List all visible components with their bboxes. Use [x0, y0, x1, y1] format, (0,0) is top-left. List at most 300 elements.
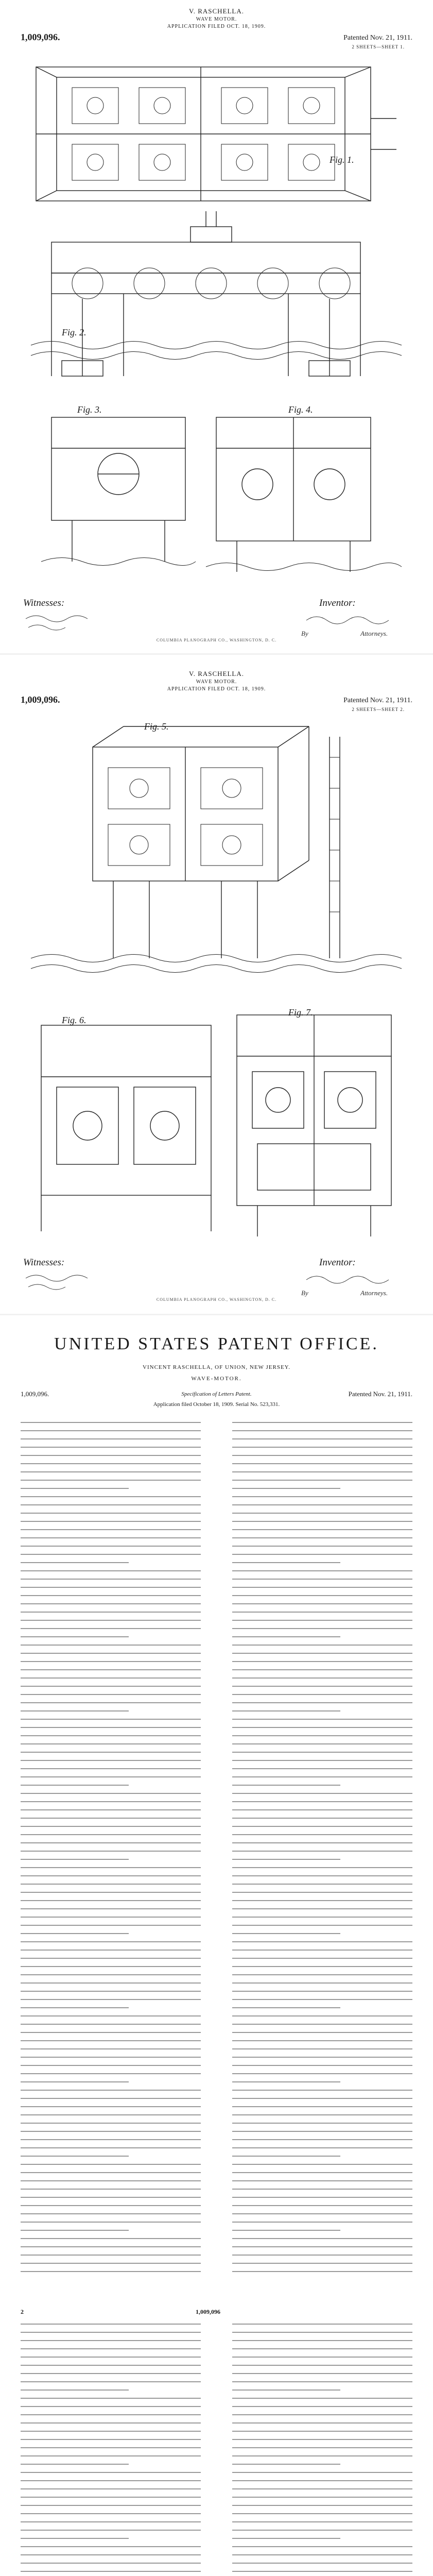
- text-line-placeholder: [21, 2222, 201, 2223]
- text-line-placeholder: [232, 1974, 412, 1975]
- text-line-placeholder: [232, 1859, 340, 1860]
- text-line-placeholder: [21, 1735, 201, 1736]
- fig-5-label: Fig. 5.: [144, 721, 169, 732]
- text-line-placeholder: [21, 1710, 129, 1711]
- text-line-placeholder: [21, 1842, 201, 1843]
- text-line-placeholder: [232, 2563, 412, 2564]
- text-line-placeholder: [232, 2230, 340, 2231]
- text-line-placeholder: [232, 1950, 412, 1951]
- text-line-placeholder: [21, 1900, 201, 1901]
- text-line-placeholder: [21, 2505, 201, 2506]
- text-line-placeholder: [21, 1743, 201, 1744]
- text-line-placeholder: [232, 2090, 412, 2091]
- text-line-placeholder: [21, 1875, 201, 1876]
- text-line-placeholder: [21, 1719, 201, 1720]
- text-line-placeholder: [21, 2357, 201, 2358]
- text-line-placeholder: [232, 2439, 412, 2440]
- text-line-placeholder: [232, 1884, 412, 1885]
- witnesses-label: Witnesses:: [23, 1257, 65, 1268]
- text-line-placeholder: [21, 1661, 201, 1662]
- page-patent-number: 1,009,096: [196, 2308, 220, 2315]
- sheet-title: WAVE MOTOR.: [196, 16, 237, 22]
- text-line-placeholder: [21, 2414, 201, 2415]
- text-line-placeholder: [232, 2007, 340, 2008]
- text-line-placeholder: [21, 2488, 201, 2489]
- text-line-placeholder: [21, 1933, 129, 1934]
- text-line-placeholder: [232, 2497, 412, 2498]
- text-line-placeholder: [21, 1587, 201, 1588]
- inventor-signature: [304, 1270, 407, 1291]
- text-line-placeholder: [232, 1438, 412, 1439]
- text-line-placeholder: [21, 2521, 201, 2522]
- text-line-placeholder: [21, 1438, 201, 1439]
- text-line-placeholder: [21, 1603, 201, 1604]
- text-line-placeholder: [232, 2048, 412, 2049]
- text-line-placeholder: [21, 1579, 201, 1580]
- text-line-placeholder: [21, 2538, 129, 2539]
- witness-signatures: [23, 611, 126, 632]
- printer-credit: COLUMBIA PLANOGRAPH CO., WASHINGTON, D. C.: [156, 638, 277, 642]
- text-line-placeholder: [21, 2365, 201, 2366]
- text-line-placeholder: [21, 1851, 201, 1852]
- text-line-placeholder: [21, 1958, 201, 1959]
- text-line-placeholder: [232, 2340, 412, 2341]
- text-line-placeholder: [21, 2164, 201, 2165]
- text-line-placeholder: [21, 1999, 201, 2000]
- text-line-placeholder: [232, 2447, 412, 2448]
- text-line-placeholder: [232, 2546, 412, 2547]
- text-line-placeholder: [21, 2406, 201, 2407]
- text-line-placeholder: [232, 1612, 412, 1613]
- text-line-placeholder: [21, 1496, 201, 1497]
- text-line-placeholder: [21, 2048, 201, 2049]
- text-line-placeholder: [232, 2189, 412, 2190]
- patented-date: Patented Nov. 21, 1911.: [343, 697, 412, 704]
- text-line-placeholder: [232, 1826, 412, 1827]
- attorneys-label: Attorneys.: [360, 630, 388, 637]
- text-line-placeholder: [21, 2114, 201, 2115]
- text-line-placeholder: [21, 1752, 201, 1753]
- text-line-placeholder: [21, 2156, 129, 2157]
- text-line-placeholder: [232, 2213, 412, 2214]
- text-line-placeholder: [232, 2147, 412, 2148]
- application-filed: Application filed October 18, 1909. Serial No. 523,331.: [153, 1401, 280, 1408]
- spec-right-column: [232, 1422, 412, 2287]
- text-line-placeholder: [21, 1488, 129, 1489]
- spec-left-column: [21, 1422, 201, 2287]
- sheet-inventor-name: V. RASCHELLA.: [188, 7, 245, 15]
- spec-patent-number: 1,009,096.: [21, 1390, 49, 1398]
- text-line-placeholder: [21, 2015, 201, 2016]
- text-line-placeholder: [21, 1809, 201, 1810]
- text-line-placeholder: [232, 2015, 412, 2016]
- text-line-placeholder: [21, 2455, 201, 2456]
- text-line-placeholder: [232, 1554, 412, 1555]
- text-line-placeholder: [232, 2073, 412, 2074]
- witnesses-label: Witnesses:: [23, 598, 65, 608]
- text-line-placeholder: [232, 2164, 412, 2165]
- text-line-placeholder: [232, 1743, 412, 1744]
- text-line-placeholder: [232, 1908, 412, 1909]
- text-line-placeholder: [232, 2472, 412, 2473]
- text-line-placeholder: [232, 1760, 412, 1761]
- text-line-placeholder: [21, 1422, 201, 1423]
- text-line-placeholder: [21, 1867, 201, 1868]
- text-line-placeholder: [232, 1999, 412, 2000]
- text-line-placeholder: [21, 1620, 201, 1621]
- text-line-placeholder: [232, 1991, 412, 1992]
- text-line-placeholder: [232, 1809, 412, 1810]
- text-line-placeholder: [232, 2197, 412, 2198]
- text-line-placeholder: [232, 2538, 340, 2539]
- text-line-placeholder: [21, 2389, 129, 2391]
- inventor-label: Inventor:: [319, 1257, 356, 1268]
- text-line-placeholder: [232, 2180, 412, 2181]
- text-line-placeholder: [21, 2073, 201, 2074]
- witness-signatures: [23, 1270, 126, 1291]
- text-line-placeholder: [232, 1966, 412, 1967]
- text-line-placeholder: [21, 2332, 201, 2333]
- text-line-placeholder: [21, 1554, 201, 1555]
- spec-left-column: [21, 2324, 201, 2576]
- text-line-placeholder: [232, 1529, 412, 1530]
- text-line-placeholder: [232, 1785, 340, 1786]
- text-line-placeholder: [21, 1818, 201, 1819]
- text-line-placeholder: [232, 1579, 412, 1580]
- by-label: By: [301, 630, 308, 637]
- text-line-placeholder: [232, 1842, 412, 1843]
- text-line-placeholder: [232, 2131, 412, 2132]
- text-line-placeholder: [21, 2189, 201, 2190]
- text-line-placeholder: [21, 1669, 201, 1670]
- text-line-placeholder: [232, 1694, 412, 1695]
- sheet-title: WAVE MOTOR.: [196, 679, 237, 685]
- text-line-placeholder: [232, 1925, 412, 1926]
- text-line-placeholder: [21, 2024, 201, 2025]
- text-line-placeholder: [232, 1488, 340, 1489]
- text-line-placeholder: [21, 2090, 201, 2091]
- printer-credit: COLUMBIA PLANOGRAPH CO., WASHINGTON, D. C.: [156, 1297, 277, 1302]
- text-line-placeholder: [21, 1966, 201, 1967]
- text-line-placeholder: [21, 2081, 129, 2082]
- office-title: UNITED STATES PATENT OFFICE.: [54, 1334, 379, 1353]
- text-line-placeholder: [232, 2414, 412, 2415]
- text-line-placeholder: [232, 2238, 412, 2239]
- text-line-placeholder: [21, 2255, 201, 2256]
- text-line-placeholder: [232, 2205, 412, 2206]
- text-line-placeholder: [21, 2040, 201, 2041]
- text-line-placeholder: [21, 2180, 201, 2181]
- text-line-placeholder: [21, 2213, 201, 2214]
- text-line-placeholder: [21, 2106, 201, 2107]
- text-line-placeholder: [232, 1603, 412, 1604]
- text-line-placeholder: [232, 1875, 412, 1876]
- text-line-placeholder: [21, 1925, 201, 1926]
- text-line-placeholder: [21, 2131, 201, 2132]
- text-line-placeholder: [232, 1702, 412, 1703]
- spec-right-column: [232, 2324, 412, 2576]
- text-line-placeholder: [232, 2455, 412, 2456]
- figures-5-7-drawing: [21, 716, 412, 1262]
- text-line-placeholder: [21, 1504, 201, 1505]
- text-line-placeholder: [232, 2123, 412, 2124]
- text-line-placeholder: [232, 1710, 340, 1711]
- text-line-placeholder: [232, 1661, 412, 1662]
- text-line-placeholder: [21, 1917, 201, 1918]
- text-line-placeholder: [232, 2357, 412, 2358]
- text-line-placeholder: [21, 1768, 201, 1769]
- text-line-placeholder: [21, 2546, 201, 2547]
- fig-7-label: Fig. 7.: [288, 1007, 313, 1018]
- text-line-placeholder: [21, 1645, 201, 1646]
- text-line-placeholder: [232, 1933, 340, 1934]
- text-line-placeholder: [232, 2106, 412, 2107]
- text-line-placeholder: [21, 2381, 201, 2382]
- text-line-placeholder: [232, 2332, 412, 2333]
- text-line-placeholder: [21, 2439, 201, 2440]
- text-line-placeholder: [21, 2554, 201, 2555]
- text-line-placeholder: [232, 2422, 412, 2424]
- fig-4-label: Fig. 4.: [288, 404, 313, 415]
- text-line-placeholder: [21, 1677, 201, 1679]
- text-line-placeholder: [21, 2147, 201, 2148]
- text-line-placeholder: [21, 1982, 201, 1984]
- text-line-placeholder: [21, 2205, 201, 2206]
- text-line-placeholder: [21, 1941, 201, 1942]
- text-line-placeholder: [21, 1653, 201, 1654]
- text-line-placeholder: [21, 2065, 201, 2066]
- text-line-placeholder: [21, 1974, 201, 1975]
- text-line-placeholder: [232, 1447, 412, 1448]
- text-line-placeholder: [21, 1884, 201, 1885]
- text-line-placeholder: [232, 1735, 412, 1736]
- text-line-placeholder: [232, 2554, 412, 2555]
- sheet-application: APPLICATION FILED OCT. 18, 1909.: [167, 686, 266, 692]
- text-line-placeholder: [232, 1521, 412, 1522]
- spec-patented: Patented Nov. 21, 1911.: [348, 1390, 412, 1398]
- text-line-placeholder: [232, 1546, 412, 1547]
- page-number: 2: [21, 2308, 24, 2315]
- text-line-placeholder: [21, 2571, 201, 2572]
- text-line-placeholder: [232, 2488, 412, 2489]
- text-line-placeholder: [232, 1958, 412, 1959]
- text-line-placeholder: [232, 2040, 412, 2041]
- text-line-placeholder: [232, 2530, 412, 2531]
- sheet-count: 2 SHEETS—SHEET 2.: [352, 707, 405, 712]
- patented-date: Patented Nov. 21, 1911.: [343, 34, 412, 42]
- text-line-placeholder: [21, 2398, 201, 2399]
- text-line-placeholder: [21, 1612, 201, 1613]
- text-line-placeholder: [232, 1636, 340, 1637]
- inventor-label: Inventor:: [319, 598, 356, 608]
- text-line-placeholder: [21, 1521, 201, 1522]
- specification-page-1: [0, 1324, 433, 2303]
- text-line-placeholder: [21, 1776, 201, 1777]
- text-line-placeholder: [232, 1686, 412, 1687]
- inventor-signature: [304, 611, 407, 632]
- fig-3-label: Fig. 3.: [77, 404, 102, 415]
- text-line-placeholder: [21, 1686, 201, 1687]
- invention-title: WAVE-MOTOR.: [191, 1376, 242, 1382]
- text-line-placeholder: [232, 2324, 412, 2325]
- sheet-divider: [0, 653, 433, 655]
- text-line-placeholder: [21, 2139, 201, 2140]
- text-line-placeholder: [232, 1463, 412, 1464]
- text-line-placeholder: [232, 2348, 412, 2349]
- text-line-placeholder: [232, 1455, 412, 1456]
- text-line-placeholder: [232, 1851, 412, 1852]
- text-line-placeholder: [21, 1570, 201, 1571]
- text-line-placeholder: [21, 1480, 201, 1481]
- text-line-placeholder: [232, 2521, 412, 2522]
- text-line-placeholder: [232, 1727, 412, 1728]
- text-line-placeholder: [21, 1702, 201, 1703]
- text-line-placeholder: [21, 2324, 201, 2325]
- text-line-placeholder: [232, 2255, 412, 2256]
- text-line-placeholder: [232, 1430, 412, 1431]
- text-line-placeholder: [21, 2480, 201, 2481]
- text-line-placeholder: [21, 1991, 201, 1992]
- text-line-placeholder: [232, 2032, 412, 2033]
- text-line-placeholder: [21, 1546, 201, 1547]
- drawing-sheet-1: [0, 0, 433, 644]
- text-line-placeholder: [21, 2431, 201, 2432]
- fig-6-label: Fig. 6.: [62, 1015, 86, 1025]
- text-line-placeholder: [21, 1694, 201, 1695]
- text-line-placeholder: [21, 2057, 201, 2058]
- text-line-placeholder: [21, 2230, 129, 2231]
- text-line-placeholder: [232, 2024, 412, 2025]
- text-line-placeholder: [232, 1752, 412, 1753]
- text-line-placeholder: [21, 1859, 129, 1860]
- text-line-placeholder: [21, 1447, 201, 1448]
- text-line-placeholder: [232, 2398, 412, 2399]
- sheet-divider: [0, 1314, 433, 1315]
- text-line-placeholder: [21, 2098, 201, 2099]
- text-line-placeholder: [21, 2340, 201, 2341]
- sheet-count: 2 SHEETS—SHEET 1.: [352, 44, 405, 49]
- text-line-placeholder: [232, 1513, 412, 1514]
- text-line-placeholder: [232, 1867, 412, 1868]
- text-line-placeholder: [232, 1645, 412, 1646]
- text-line-placeholder: [232, 1834, 412, 1835]
- text-line-placeholder: [21, 2472, 201, 2473]
- text-line-placeholder: [21, 2563, 201, 2564]
- text-line-placeholder: [232, 1900, 412, 1901]
- text-line-placeholder: [21, 1834, 201, 1835]
- text-line-placeholder: [232, 1917, 412, 1918]
- text-line-placeholder: [21, 1908, 201, 1909]
- text-line-placeholder: [21, 2422, 201, 2424]
- text-line-placeholder: [21, 2271, 201, 2272]
- patent-number: 1,009,096.: [21, 32, 60, 42]
- text-line-placeholder: [232, 1471, 412, 1472]
- text-line-placeholder: [21, 1950, 201, 1951]
- text-line-placeholder: [232, 1982, 412, 1984]
- text-line-placeholder: [21, 2246, 201, 2247]
- text-line-placeholder: [232, 1570, 412, 1571]
- text-line-placeholder: [21, 1793, 201, 1794]
- text-line-placeholder: [21, 1537, 201, 1538]
- text-line-placeholder: [21, 1463, 201, 1464]
- text-line-placeholder: [232, 1422, 412, 1423]
- sheet-application: APPLICATION FILED OCT. 18, 1909.: [167, 24, 266, 29]
- text-line-placeholder: [232, 1818, 412, 1819]
- text-line-placeholder: [232, 1669, 412, 1670]
- text-line-placeholder: [232, 1941, 412, 1942]
- text-line-placeholder: [21, 1892, 201, 1893]
- text-line-placeholder: [21, 2497, 201, 2498]
- text-line-placeholder: [21, 2464, 129, 2465]
- text-line-placeholder: [232, 1677, 412, 1679]
- text-line-placeholder: [21, 2197, 201, 2198]
- text-line-placeholder: [21, 1760, 201, 1761]
- text-line-placeholder: [232, 1587, 412, 1588]
- text-line-placeholder: [21, 2238, 201, 2239]
- text-line-placeholder: [21, 2513, 201, 2514]
- text-line-placeholder: [232, 1480, 412, 1481]
- text-line-placeholder: [21, 1826, 201, 1827]
- fig-2-label: Fig. 2.: [62, 327, 86, 337]
- text-line-placeholder: [232, 2057, 412, 2058]
- text-line-placeholder: [21, 1636, 129, 1637]
- text-line-placeholder: [232, 2263, 412, 2264]
- text-line-placeholder: [232, 2389, 340, 2391]
- text-line-placeholder: [21, 1595, 201, 1596]
- text-line-placeholder: [21, 1529, 201, 1530]
- text-line-placeholder: [232, 2271, 412, 2272]
- text-line-placeholder: [232, 1776, 412, 1777]
- attorneys-label: Attorneys.: [360, 1289, 388, 1297]
- spec-of-letters: Specification of Letters Patent.: [181, 1391, 252, 1397]
- text-line-placeholder: [232, 2114, 412, 2115]
- text-line-placeholder: [232, 2464, 340, 2465]
- text-line-placeholder: [232, 2156, 340, 2157]
- text-line-placeholder: [232, 1801, 412, 1802]
- text-line-placeholder: [21, 1562, 129, 1563]
- text-line-placeholder: [232, 2571, 412, 2572]
- patent-number: 1,009,096.: [21, 694, 60, 705]
- text-line-placeholder: [232, 1793, 412, 1794]
- text-line-placeholder: [21, 1628, 201, 1629]
- text-line-placeholder: [232, 2406, 412, 2407]
- text-line-placeholder: [21, 2530, 201, 2531]
- text-line-placeholder: [21, 1455, 201, 1456]
- text-line-placeholder: [232, 2381, 412, 2382]
- text-line-placeholder: [232, 1496, 412, 1497]
- text-line-placeholder: [232, 2065, 412, 2066]
- text-line-placeholder: [232, 1892, 412, 1893]
- text-line-placeholder: [232, 2222, 412, 2223]
- text-line-placeholder: [232, 2480, 412, 2481]
- inventor-line: VINCENT RASCHELLA, OF UNION, NEW JERSEY.: [143, 1364, 290, 1370]
- text-line-placeholder: [21, 1471, 201, 1472]
- text-line-placeholder: [232, 2172, 412, 2173]
- text-line-placeholder: [232, 2431, 412, 2432]
- text-line-placeholder: [21, 1785, 129, 1786]
- text-line-placeholder: [21, 2447, 201, 2448]
- text-line-placeholder: [21, 1801, 201, 1802]
- text-line-placeholder: [21, 2172, 201, 2173]
- text-line-placeholder: [232, 2098, 412, 2099]
- text-line-placeholder: [232, 1719, 412, 1720]
- text-line-placeholder: [21, 2007, 129, 2008]
- text-line-placeholder: [232, 1620, 412, 1621]
- text-line-placeholder: [232, 1768, 412, 1769]
- text-line-placeholder: [232, 2513, 412, 2514]
- text-line-placeholder: [21, 2123, 201, 2124]
- text-line-placeholder: [21, 2263, 201, 2264]
